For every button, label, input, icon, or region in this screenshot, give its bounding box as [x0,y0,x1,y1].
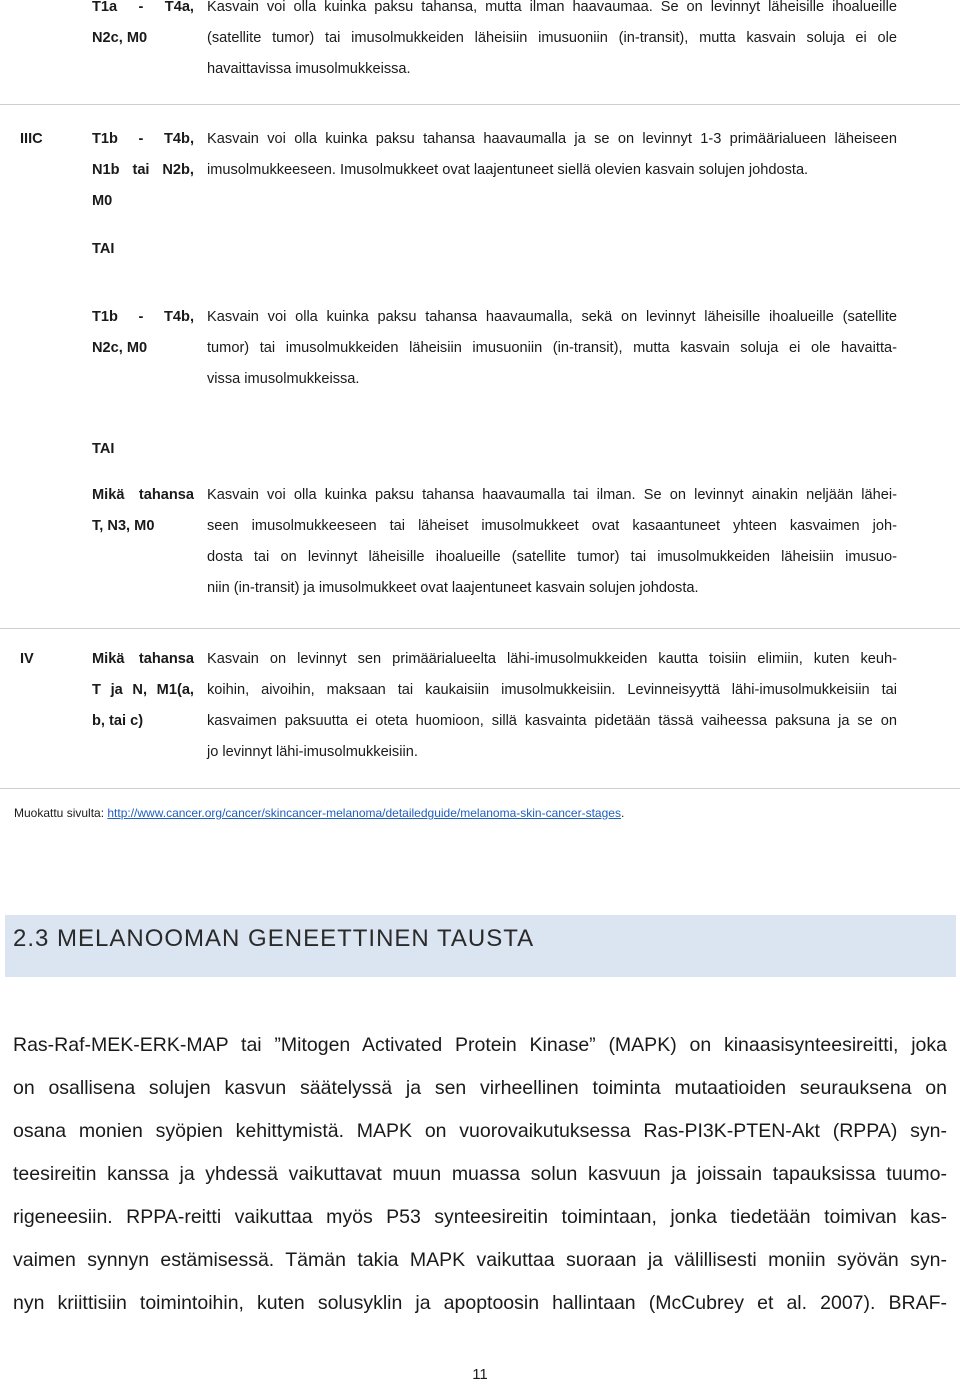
desc-line: havaittavissa imusolmukkeissa. [207,61,411,77]
description-row-5 [207,644,897,768]
description-row-1 [207,0,897,85]
desc-line: Kasvain on levinnyt sen primäärialueelta lähi-imusolmukkeiden kautta toisiin elimiin, kuten keuh- [207,651,897,667]
paragraph-line: on osallisena solujen kasvun säätelyssä ja sen virheellinen toiminta mutaatioiden seurauksena on [13,1077,947,1099]
tnm-line: Mikä tahansa [92,487,194,503]
paragraph-line: osana monien syöpien kehittymistä. MAPK on vuorovaikutuksessa Ras-PI3K-PTEN-Akt (RPPA) syn- [13,1120,947,1142]
tnm-row-2 [92,124,194,217]
desc-line: jo levinnyt lähi-imusolmukkeisiin. [207,744,418,760]
desc-line: (satellite tumor) tai imusolmukkeiden läheisiin imusuoniin (in-transit), mutta kasvain soluja ei ole [207,30,897,46]
desc-line: vissa imusolmukkeissa. [207,371,360,387]
desc-line: Kasvain voi olla kuinka paksu tahansa haavaumalla, sekä on levinnyt läheisille ihoalueille (satellite [207,309,897,325]
row-divider [0,104,960,105]
desc-line: Kasvain voi olla kuinka paksu tahansa haavaumalla ja se on levinnyt 1-3 primäärialueen läheiseen [207,131,897,147]
stage-label: IV [20,651,34,667]
or-label: TAI [92,241,115,257]
desc-line: dosta tai on levinnyt läheisille ihoalueille (satellite tumor) tai imusolmukkeiden läheisiin imusuo- [207,549,897,565]
page-number: 11 [472,1366,488,1383]
description-row-2 [207,124,897,186]
tnm-line: T1a - T4a, [92,0,194,15]
tnm-row-1 [92,0,194,54]
desc-line: imusolmukkeeseen. Imusolmukkeet ovat laajentuneet siellä olevien kasvain solujen johdosta. [207,162,809,178]
description-row-4 [207,480,897,604]
tnm-line: M0 [92,193,113,209]
source-suffix: . [620,806,625,820]
source-prefix: Muokattu sivulta: [14,806,108,820]
body-paragraph [13,1024,947,1325]
tnm-line: N1b tai N2b, [92,162,194,178]
desc-line: koihin, aivoihin, maksaan tai kaukaisiin imusolmukkeisiin. Levinneisyyttä lähi-imusolmukkeisiin tai [207,682,897,698]
tnm-line: b, tai c) [92,713,144,729]
row-divider [0,628,960,629]
tnm-row-5 [92,644,194,737]
desc-line: tumor) tai imusolmukkeiden läheisiin imusuoniin (in-transit), mutta kasvain soluja ei ole havaitta- [207,340,897,356]
paragraph-line: nyn kriittisiin toimintoihin, kuten solusyklin ja apoptoosin hallintaan (McCubrey et al. 2007). BRAF- [13,1292,947,1314]
paragraph-line: Ras-Raf-MEK-ERK-MAP tai ”Mitogen Activated Protein Kinase” (MAPK) on kinaasisynteesireitti, joka [13,1034,947,1056]
desc-line: seen imusolmukkeeseen tai läheiset imusolmukkeet ovat kasaantuneet yhteen kasvaimen joh- [207,518,897,534]
paragraph-line: teesireitin kanssa ja yhdessä vaikuttavat muun muassa solun kasvuun ja joissain tapauksissa tuumo- [13,1163,947,1185]
source-link[interactable]: http://www.cancer.org/cancer/skincancer-melanoma/detailedguide/melanoma-skin-cancer-stages [107,806,621,820]
desc-line: Kasvain voi olla kuinka paksu tahansa, mutta ilman haavaumaa. Se on levinnyt läheisille ihoalueille [207,0,897,15]
tnm-line: T ja N, M1(a, [92,682,194,698]
tnm-line: T1b - T4b, [92,131,194,147]
stage-label: IIIC [20,131,43,147]
tnm-line: T1b - T4b, [92,309,194,325]
desc-line: niin (in-transit) ja imusolmukkeet ovat laajentuneet kasvain solujen johdosta. [207,580,699,596]
tnm-row-4 [92,480,194,542]
paragraph-line: vaimen synnyn estämisessä. Tämän takia MAPK vaikuttaa suoraan ja välillisesti moniin syövän syn- [13,1249,947,1271]
paragraph-line: rigeneesiin. RPPA-reitti vaikuttaa myös P53 synteesireitin toimintaan, jonka tiedetään toimivan kas- [13,1206,947,1228]
table-bottom-border [0,788,960,789]
tnm-line: N2c, M0 [92,30,148,46]
tnm-line: N2c, M0 [92,340,148,356]
tnm-line: Mikä tahansa [92,651,194,667]
or-label: TAI [92,441,115,457]
tnm-line: T, N3, M0 [92,518,155,534]
section-heading: 2.3 MELANOOMAN GENEETTINEN TAUSTA [13,925,535,952]
tnm-row-3 [92,302,194,364]
description-row-3 [207,302,897,395]
desc-line: kasvaimen paksuutta ei oteta huomioon, sillä kasvainta pidetään tässä vaiheessa paksuna ja se on [207,713,897,729]
source-citation [14,806,624,820]
desc-line: Kasvain voi olla kuinka paksu tahansa haavaumalla tai ilman. Se on levinnyt ainakin neljään lähei- [207,487,897,503]
